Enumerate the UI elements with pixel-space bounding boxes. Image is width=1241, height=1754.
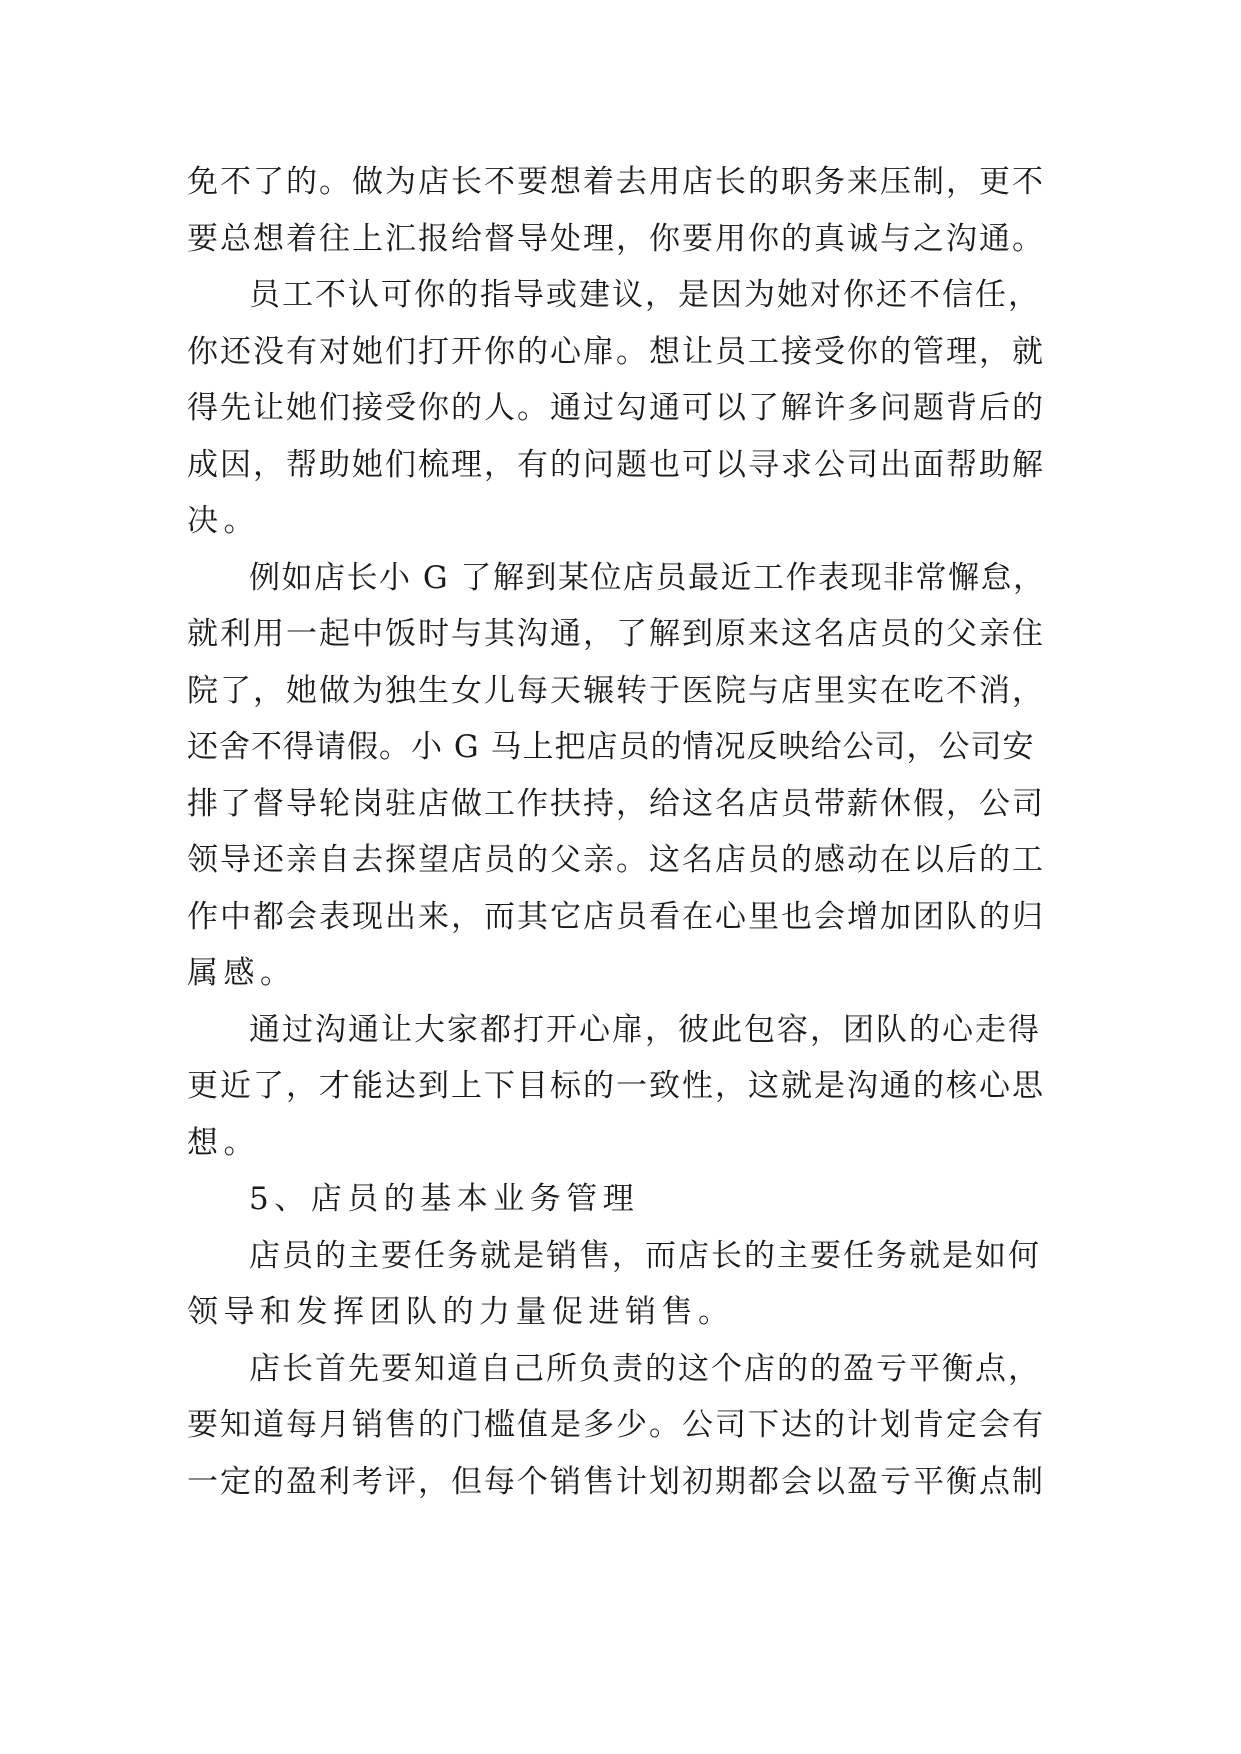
text-line: 院了，她做为独生女儿每天辗转于医院与店里实在吃不消， xyxy=(187,672,1045,709)
text-line: 领导和发挥团队的力量促进销售。 xyxy=(187,1294,735,1330)
text-line: 决。 xyxy=(187,503,260,539)
text-line: 领导还亲自去探望店员的父亲。这名店员的感动在以后的工 xyxy=(187,842,1045,878)
text-line: 更近了，才能达到上下目标的一致性，这就是沟通的核心思 xyxy=(187,1068,1045,1104)
text-line: 想。 xyxy=(187,1124,260,1161)
text-line: 作中都会表现出来，而其它店员看在心里也会增加团队的归 xyxy=(187,898,1045,935)
text-line: 一定的盈利考评，但每个销售计划初期都会以盈亏平衡点制 xyxy=(187,1463,1045,1500)
paragraph-first-line: 店长首先要知道自己所负责的这个店的的盈亏平衡点， xyxy=(249,1350,1041,1387)
paragraph-first-line: 通过沟通让大家都打开心扉，彼此包容，团队的心走得 xyxy=(249,1011,1041,1048)
paragraph-first-line: 员工不认可你的指导或建议，是因为她对你还不信任， xyxy=(249,277,1041,313)
paragraph-first-line: 5、店员的基本业务管理 xyxy=(249,1181,640,1217)
text-line: 还舍不得请假。小 G 马上把店员的情况反映给公司，公司安 xyxy=(187,729,1035,765)
text-line: 属感。 xyxy=(187,955,297,991)
text-line: 你还没有对她们打开你的心扉。想让员工接受你的管理，就 xyxy=(187,333,1045,370)
paragraph-first-line: 店员的主要任务就是销售，而店长的主要任务就是如何 xyxy=(249,1237,1041,1274)
text-line: 就利用一起中饭时与其沟通，了解到原来这名店员的父亲住 xyxy=(187,616,1045,652)
text-line: 成因，帮助她们梳理，有的问题也可以寻求公司出面帮助解 xyxy=(187,446,1045,483)
text-line: 得先让她们接受你的人。通过勾通可以了解许多问题背后的 xyxy=(187,390,1045,426)
paragraph-first-line: 例如店长小 G 了解到某位店员最近工作表现非常懈怠， xyxy=(249,559,1046,596)
text-line: 要知道每月销售的门槛值是多少。公司下达的计划肯定会有 xyxy=(187,1407,1045,1443)
text-line: 要总想着往上汇报给督导处理，你要用你的真诚与之沟通。 xyxy=(187,220,1045,257)
document-body-text xyxy=(187,154,1047,1510)
text-line: 排了督导轮岗驻店做工作扶持，给这名店员带薪休假，公司 xyxy=(187,785,1045,822)
text-line: 免不了的。做为店长不要想着去用店长的职务来压制，更不 xyxy=(187,164,1045,200)
